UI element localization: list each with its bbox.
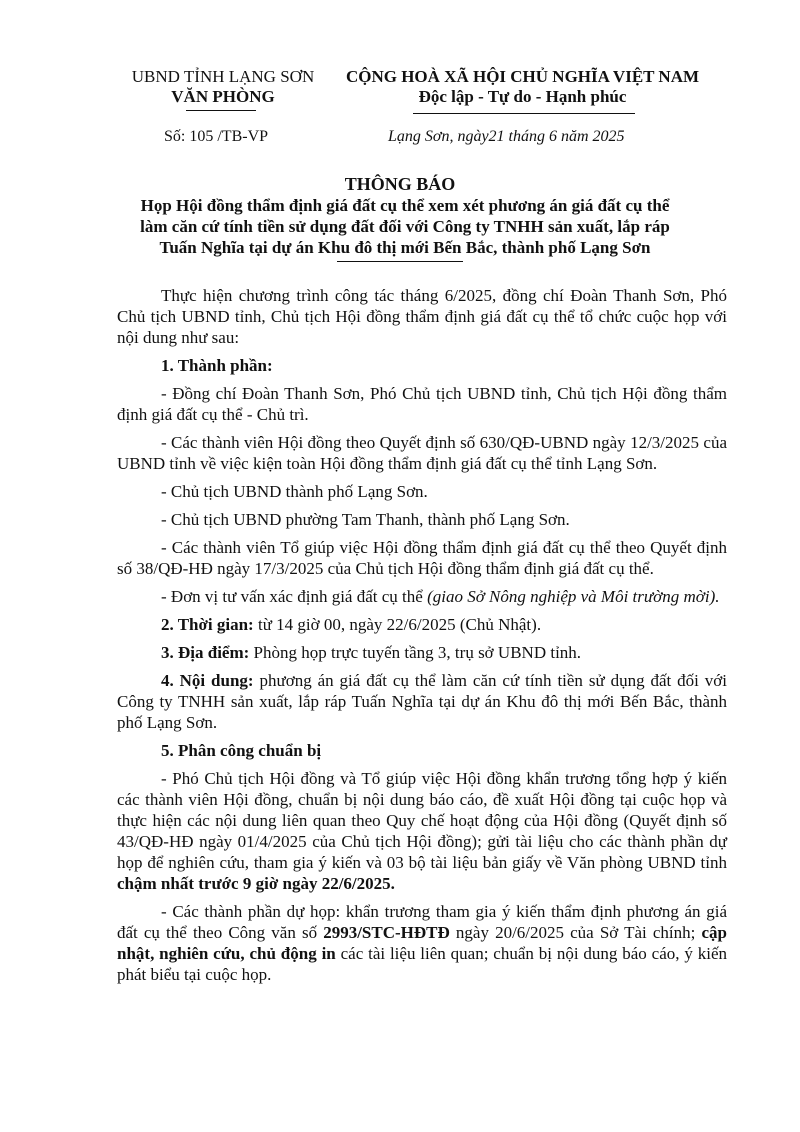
issuing-agency <box>118 67 328 107</box>
participant-item: - Đồng chí Đoàn Thanh Sơn, Phó Chủ tịch UBND tỉnh, Chủ tịch Hội đồng thẩm định giá đất cụ thể - Chủ trì. <box>117 384 727 424</box>
participant-item: - Các thành viên Hội đồng theo Quyết định số 630/QĐ-UBND ngày 12/3/2025 của UBND tỉnh về việc kiện toàn Hội đồng thẩm định giá đất cụ thể tỉnh Lạng Sơn. <box>117 433 727 473</box>
assignment-text: - Các thành phần dự họp: khẩn trương tham gia ý kiến thẩm định phương án giá đất cụ thể theo Công văn số <box>117 902 727 942</box>
document-subtitle <box>110 195 700 258</box>
participant-item <box>117 586 727 607</box>
subtitle-line: Tuấn Nghĩa tại dự án Khu đô thị mới Bến Bắc, thành phố Lạng Sơn <box>159 238 651 257</box>
time-paragraph <box>117 614 727 635</box>
document-title: THÔNG BÁO <box>344 174 456 194</box>
section-heading: 5. Phân công chuẩn bị <box>161 741 322 760</box>
intro-paragraph: Thực hiện chương trình công tác tháng 6/2025, đồng chí Đoàn Thanh Sơn, Phó Chủ tịch UBND tỉnh, Chủ tịch Hội đồng thẩm định giá đất cụ thể tổ chức cuộc họp với nội dung như sau: <box>117 286 727 347</box>
national-motto <box>330 67 715 107</box>
assignment-text: các tài liệu liên quan; chuẩn bị nội dung báo cáo, ý kiến phát biểu tại cuộc họp. <box>117 944 727 984</box>
assignment-text: ngày 20/6/2025 của Sở Tài chính; <box>449 923 702 942</box>
assignment-paragraph <box>117 768 727 894</box>
subtitle-line: làm căn cứ tính tiền sử dụng đất đối với Công ty TNHH sản xuất, lắp ráp <box>140 217 670 236</box>
subtitle-line: Họp Hội đồng thẩm định giá đất cụ thể xem xét phương án giá đất cụ thể <box>140 196 670 215</box>
participant-item: - Các thành viên Tổ giúp việc Hội đồng thẩm định giá đất cụ thể theo Quyết định số 38/QĐ-HĐ ngày 17/3/2025 của Chủ tịch Hội đồng thẩm định giá đất cụ thể. <box>117 538 727 578</box>
content-value: phương án giá đất cụ thể làm căn cứ tính tiền sử dụng đất đối với Công ty TNHH sản xuất, lắp ráp Tuấn Nghĩa tại dự án Khu đô thị mới Bến Bắc, thành phố Lạng Sơn. <box>117 671 727 732</box>
assignment-text: - Phó Chủ tịch Hội đồng và Tổ giúp việc Hội đồng khẩn trương tổng hợp ý kiến các thành viên Hội đồng, chuẩn bị nội dung báo cáo, đề xuất Hội đồng tại cuộc họp và thực hiện các nội dung liên quan theo Quy chế hoạt động của Hội đồng (Quyết định số 43/QĐ-HĐ ngày 01/4/2025 của Chủ tịch Hội đồng); gửi tài liệu cho các thành phần dự họp để nghiên cứu, tham gia ý kiến và 03 bộ tài liệu bản giấy về Văn phòng UBND tỉnh <box>117 769 727 872</box>
motto-underline <box>413 113 635 114</box>
location-value: Phòng họp trực tuyến tầng 3, trụ sở UBND tỉnh. <box>249 643 582 662</box>
content-label: 4. Nội dung: <box>161 671 254 690</box>
title-underline <box>337 261 463 262</box>
assignment-paragraph <box>117 901 727 985</box>
deadline-text: chậm nhất trước 9 giờ ngày 22/6/2025. <box>117 874 395 893</box>
office-name: VĂN PHÒNG <box>171 87 275 106</box>
location-paragraph <box>117 642 727 663</box>
participant-item: - Chủ tịch UBND thành phố Lạng Sơn. <box>161 482 428 501</box>
participant-text: - Đơn vị tư vấn xác định giá đất cụ thể <box>161 587 428 606</box>
agency-name: UBND TỈNH LẠNG SƠN <box>131 67 315 86</box>
time-label: 2. Thời gian: <box>161 615 254 634</box>
section-heading: 1. Thành phần: <box>161 356 273 375</box>
dispatch-number: 2993/STC-HĐTĐ <box>323 923 450 942</box>
emphasis-text: cập nhật, nghiên cứu, chủ động in <box>117 923 727 963</box>
participant-note: (giao Sở Nông nghiệp và Môi trường mời). <box>427 587 720 606</box>
document-number: Số: 105 /TB-VP <box>164 128 269 145</box>
country-name: CỘNG HOÀ XÃ HỘI CHỦ NGHĨA VIỆT NAM <box>345 67 700 86</box>
time-value: từ 14 giờ 00, ngày 22/6/2025 (Chủ Nhật). <box>253 615 542 634</box>
motto-text: Độc lập - Tự do - Hạnh phúc <box>418 87 627 106</box>
agency-underline <box>186 110 256 111</box>
participant-item: - Chủ tịch UBND phường Tam Thanh, thành phố Lạng Sơn. <box>161 510 570 529</box>
document-body <box>117 285 727 992</box>
content-paragraph <box>117 670 727 733</box>
location-label: 3. Địa điểm: <box>161 643 250 662</box>
place-date: Lạng Sơn, ngày21 tháng 6 năm 2025 <box>388 128 625 145</box>
